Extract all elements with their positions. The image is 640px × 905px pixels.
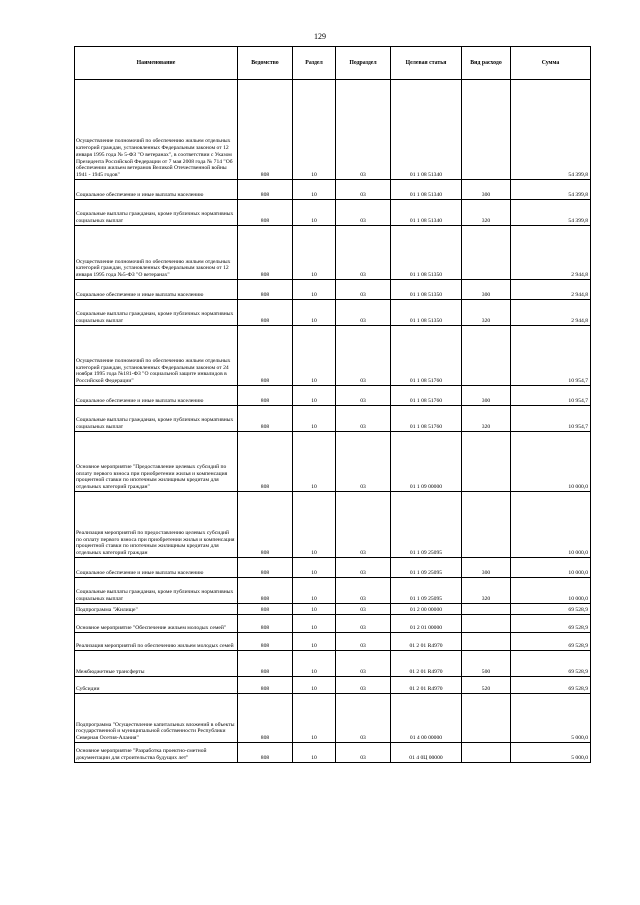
cell-dept: 808 xyxy=(238,326,293,386)
cell-subsect: 03 xyxy=(336,226,391,280)
table-row xyxy=(75,80,591,180)
cell-kind xyxy=(462,226,511,280)
table-row xyxy=(75,743,591,763)
cell-sum: 10 954,7 xyxy=(511,326,591,386)
header-department: Ведомство xyxy=(238,47,293,80)
cell-dept: 808 xyxy=(238,300,293,326)
cell-sect: 10 xyxy=(293,300,336,326)
cell-name: Социальное обеспечение и иные выплаты населению xyxy=(75,280,238,300)
table-row xyxy=(75,280,591,300)
cell-kind xyxy=(462,633,511,651)
cell-kind: 520 xyxy=(462,677,511,694)
cell-subsect: 03 xyxy=(336,558,391,578)
cell-subsect: 03 xyxy=(336,406,391,432)
cell-target: 01 1 08 51350 xyxy=(391,226,462,280)
cell-name: Социальные выплаты гражданам, кроме публичных нормативных социальных выплат xyxy=(75,578,238,604)
cell-subsect: 03 xyxy=(336,633,391,651)
cell-target: 01 1 08 51340 xyxy=(391,200,462,226)
cell-subsect: 03 xyxy=(336,677,391,694)
cell-dept: 808 xyxy=(238,694,293,743)
header-sum: Сумма xyxy=(511,47,591,80)
cell-name: Подпрограмма "Жилище" xyxy=(75,604,238,615)
cell-target: 01 1 08 51760 xyxy=(391,326,462,386)
cell-sum: 2 944,8 xyxy=(511,280,591,300)
cell-kind: 500 xyxy=(462,651,511,677)
budget-table xyxy=(74,46,591,763)
cell-target: 01 2 01 R4970 xyxy=(391,651,462,677)
cell-sum: 10 000,0 xyxy=(511,432,591,492)
cell-name: Межбюджетные трансферты xyxy=(75,651,238,677)
cell-kind xyxy=(462,432,511,492)
cell-sect: 10 xyxy=(293,633,336,651)
cell-sect: 10 xyxy=(293,200,336,226)
cell-target: 01 2 01 R4970 xyxy=(391,633,462,651)
cell-sect: 10 xyxy=(293,694,336,743)
cell-sum: 69 528,9 xyxy=(511,633,591,651)
cell-sect: 10 xyxy=(293,604,336,615)
cell-sect: 10 xyxy=(293,326,336,386)
cell-target: 01 1 08 51350 xyxy=(391,300,462,326)
cell-subsect: 03 xyxy=(336,651,391,677)
cell-sum: 2 944,8 xyxy=(511,226,591,280)
cell-subsect: 03 xyxy=(336,300,391,326)
cell-sum: 10 000,0 xyxy=(511,578,591,604)
cell-dept: 808 xyxy=(238,651,293,677)
table-row xyxy=(75,651,591,677)
header-expense-type: Вид расходо xyxy=(462,47,511,80)
cell-dept: 808 xyxy=(238,406,293,432)
cell-dept: 808 xyxy=(238,280,293,300)
cell-target: 01 1 08 51350 xyxy=(391,280,462,300)
cell-kind: 320 xyxy=(462,200,511,226)
cell-subsect: 03 xyxy=(336,386,391,406)
cell-kind: 300 xyxy=(462,558,511,578)
cell-sect: 10 xyxy=(293,226,336,280)
cell-subsect: 03 xyxy=(336,492,391,558)
table-row xyxy=(75,677,591,694)
cell-kind: 320 xyxy=(462,578,511,604)
cell-target: 01 2 01 00000 xyxy=(391,615,462,633)
cell-dept: 808 xyxy=(238,80,293,180)
cell-kind xyxy=(462,80,511,180)
cell-name: Основное мероприятие "Предоставление целевых субсидий по оплату первого взноса при приобретении жилья и компенсация процентной ставки по ипотечным жилищным кредитам для отдельных категорий граждан" xyxy=(75,432,238,492)
cell-sum: 10 000,0 xyxy=(511,558,591,578)
cell-kind xyxy=(462,615,511,633)
cell-dept: 808 xyxy=(238,386,293,406)
table-row xyxy=(75,492,591,558)
cell-sum: 69 528,9 xyxy=(511,651,591,677)
cell-kind xyxy=(462,604,511,615)
cell-target: 01 2 01 R4970 xyxy=(391,677,462,694)
cell-name: Основное мероприятие "Обеспечение жильем молодых семей" xyxy=(75,615,238,633)
cell-dept: 808 xyxy=(238,226,293,280)
cell-subsect: 03 xyxy=(336,743,391,763)
cell-sect: 10 xyxy=(293,406,336,432)
cell-dept: 808 xyxy=(238,432,293,492)
cell-target: 01 1 08 51760 xyxy=(391,406,462,432)
cell-kind: 300 xyxy=(462,180,511,200)
table-row xyxy=(75,432,591,492)
cell-target: 01 1 09 25095 xyxy=(391,558,462,578)
table-row xyxy=(75,578,591,604)
cell-kind xyxy=(462,326,511,386)
table-row xyxy=(75,180,591,200)
cell-sum: 10 954,7 xyxy=(511,406,591,432)
cell-name: Осуществление полномочий по обеспечению жильем отдельных категорий граждан, установленных Федеральным законом от 24 ноября 1995 года №181-ФЗ "О социальной защите инвалидов в Российской Федерации" xyxy=(75,326,238,386)
table-row xyxy=(75,386,591,406)
cell-sect: 10 xyxy=(293,651,336,677)
table-row xyxy=(75,558,591,578)
table-row xyxy=(75,694,591,743)
cell-subsect: 03 xyxy=(336,578,391,604)
cell-subsect: 03 xyxy=(336,80,391,180)
cell-subsect: 03 xyxy=(336,200,391,226)
cell-name: Реализация мероприятий по обеспечению жильем молодых семей xyxy=(75,633,238,651)
cell-sect: 10 xyxy=(293,743,336,763)
cell-sect: 10 xyxy=(293,280,336,300)
table-row xyxy=(75,615,591,633)
cell-target: 01 1 09 25095 xyxy=(391,578,462,604)
header-target-article: Целевая статья xyxy=(391,47,462,80)
cell-kind xyxy=(462,743,511,763)
table-row xyxy=(75,200,591,226)
cell-dept: 808 xyxy=(238,604,293,615)
cell-sect: 10 xyxy=(293,677,336,694)
cell-sum: 69 528,9 xyxy=(511,677,591,694)
table-header-row xyxy=(75,47,591,80)
table-row xyxy=(75,604,591,615)
cell-kind: 300 xyxy=(462,386,511,406)
cell-name: Осуществление полномочий по обеспечению жильем отдельных категорий граждан, установленных Федеральным законом от 12 января 1995 года № 5-ФЗ "О ветеранах", в соответствии с Указом Президента Российской Федерации от 7 мая 2008 года № 714 "Об обеспечении жильем ветеранов Великой Отечественной войны 1941 - 1945 годов" xyxy=(75,80,238,180)
cell-sum: 5 000,0 xyxy=(511,743,591,763)
cell-subsect: 03 xyxy=(336,694,391,743)
header-name: Наименование xyxy=(75,47,238,80)
cell-sect: 10 xyxy=(293,578,336,604)
cell-name: Подпрограмма "Осуществление капитальных вложений в объекты государственной и муниципальной собственности Республики Северная Осетия-Алания" xyxy=(75,694,238,743)
cell-kind xyxy=(462,492,511,558)
cell-dept: 808 xyxy=(238,578,293,604)
cell-name: Социальные выплаты гражданам, кроме публичных нормативных социальных выплат xyxy=(75,406,238,432)
cell-dept: 808 xyxy=(238,615,293,633)
cell-name: Реализация мероприятий по предоставлению целевых субсидий по оплату первого взноса при приобретении жилья и компенсация процентной ставки по ипотечным жилищным кредитам для отдельных категорий граждан xyxy=(75,492,238,558)
cell-sum: 54 399,8 xyxy=(511,180,591,200)
cell-sum: 69 528,9 xyxy=(511,604,591,615)
cell-sum: 69 528,9 xyxy=(511,615,591,633)
table-row xyxy=(75,300,591,326)
cell-target: 01 1 09 25095 xyxy=(391,492,462,558)
cell-subsect: 03 xyxy=(336,180,391,200)
cell-sect: 10 xyxy=(293,432,336,492)
cell-dept: 808 xyxy=(238,180,293,200)
cell-sum: 54 399,8 xyxy=(511,80,591,180)
cell-dept: 808 xyxy=(238,200,293,226)
cell-target: 01 1 09 00000 xyxy=(391,432,462,492)
cell-subsect: 03 xyxy=(336,326,391,386)
cell-sum: 54 399,8 xyxy=(511,200,591,226)
cell-kind: 300 xyxy=(462,280,511,300)
cell-name: Социальные выплаты гражданам, кроме публичных нормативных социальных выплат xyxy=(75,300,238,326)
cell-dept: 808 xyxy=(238,492,293,558)
cell-sect: 10 xyxy=(293,180,336,200)
cell-sect: 10 xyxy=(293,558,336,578)
header-section: Раздел xyxy=(293,47,336,80)
cell-dept: 808 xyxy=(238,743,293,763)
table-row xyxy=(75,326,591,386)
cell-name: Осуществление полномочий по обеспечению жильем отдельных категорий граждан, установленных Федеральным законом от 12 января 1995 года №5-ФЗ "О ветеранах" xyxy=(75,226,238,280)
cell-kind: 320 xyxy=(462,300,511,326)
cell-sect: 10 xyxy=(293,80,336,180)
cell-sect: 10 xyxy=(293,615,336,633)
cell-target: 01 1 08 51340 xyxy=(391,180,462,200)
cell-target: 01 1 08 51760 xyxy=(391,386,462,406)
cell-kind xyxy=(462,694,511,743)
table-row xyxy=(75,633,591,651)
cell-name: Социальное обеспечение и иные выплаты населению xyxy=(75,180,238,200)
cell-dept: 808 xyxy=(238,558,293,578)
cell-subsect: 03 xyxy=(336,432,391,492)
cell-target: 01 2 00 00000 xyxy=(391,604,462,615)
cell-sect: 10 xyxy=(293,386,336,406)
cell-sect: 10 xyxy=(293,492,336,558)
cell-sum: 10 000,0 xyxy=(511,492,591,558)
cell-name: Субсидии xyxy=(75,677,238,694)
cell-sum: 5 000,0 xyxy=(511,694,591,743)
cell-name: Социальное обеспечение и иные выплаты населению xyxy=(75,558,238,578)
cell-dept: 808 xyxy=(238,677,293,694)
cell-sum: 2 944,8 xyxy=(511,300,591,326)
cell-dept: 808 xyxy=(238,633,293,651)
table-row xyxy=(75,406,591,432)
cell-sum: 10 954,7 xyxy=(511,386,591,406)
cell-kind: 320 xyxy=(462,406,511,432)
cell-subsect: 03 xyxy=(336,280,391,300)
header-subsection: Подраздел xyxy=(336,47,391,80)
cell-target: 01 4 00 00000 xyxy=(391,694,462,743)
cell-subsect: 03 xyxy=(336,615,391,633)
page-number: 129 xyxy=(314,32,326,41)
cell-target: 01 1 08 51340 xyxy=(391,80,462,180)
cell-subsect: 03 xyxy=(336,604,391,615)
table-row xyxy=(75,226,591,280)
cell-name: Социальные выплаты гражданам, кроме публичных нормативных социальных выплат xyxy=(75,200,238,226)
cell-name: Социальное обеспечение и иные выплаты населению xyxy=(75,386,238,406)
cell-target: 01 4 0Ц 00000 xyxy=(391,743,462,763)
cell-name: Основное мероприятие "Разработка проектно-сметной документации для строительства будущих лет" xyxy=(75,743,238,763)
